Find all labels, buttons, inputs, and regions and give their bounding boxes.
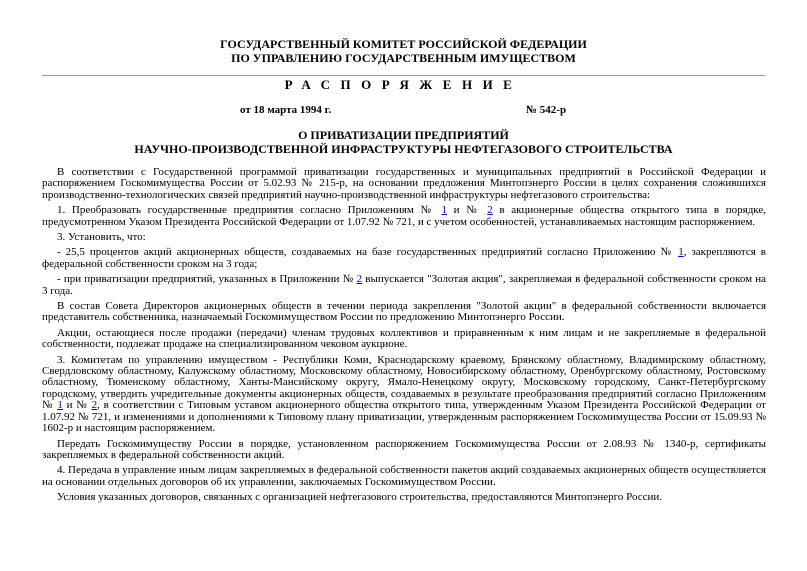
appendix-2-link[interactable]: 2: [356, 273, 363, 286]
paragraph-preamble: В соответствии с Государственной программой приватизации государственных и муниципальных предприятий в Российской Федерации и распоряжением Госкомимущества России от 5.02.93 № 215-р, на основании предложения Минтопэнерго России в целях сохранения сложившихся производственно-технологических связей предприятий научно-производственной инфраструктуры нефтегазового строительства:: [42, 166, 766, 201]
appendix-2-link[interactable]: 2: [487, 204, 493, 217]
authority-line-2: ПО УПРАВЛЕНИЮ ГОСУДАРСТВЕННЫМ ИМУЩЕСТВОМ: [231, 51, 576, 65]
document-type: РАСПОРЯЖЕНИЕ: [284, 77, 523, 92]
paragraph-shares-clause: - 25,5 процентов акций акционерных обществ, создаваемых на базе государственных предприятий согласно Приложению № 1, закрепляются в федеральной собственности сроком на 3 года;: [42, 246, 766, 270]
header-divider: [42, 75, 765, 76]
paragraph-item-1: 1. Преобразовать государственные предприятия согласно Приложениям № 1 и № 2 в акционерные общества открытого типа в порядке, предусмотренном Указом Президента Российской Федерации от 1.07.92 № 721, и с учетом особенностей, устанавливаемых настоящим распоряжением.: [42, 204, 766, 228]
paragraph-golden-share: - при приватизации предприятий, указанных в Приложении № 2 выпускается "Золотая акция", закрепляемая в федеральной собственности сроком на 3 года.: [42, 273, 766, 297]
paragraph-item-4: 4. Передача в управление иным лицам закрепляемых в федеральной собственности пакетов акций создаваемых акционерных обществ осуществляется на основании отдельных договоров об их управлении, заключаемых Госкомимуществом России.: [42, 464, 766, 488]
paragraph-committees: 3. Комитетам по управлению имуществом - Республики Коми, Краснодарскому краевому, Брянскому областному, Владимирскому областному, Свердловскому областному, Калужскому областному, Московскому областному, Новосибирскому областному, Оренбургскому областному, Ростовскому областному, Тюменскому областному, Ханты-Мансийскому округу, Ямало-Ненецкому округу, Московскому городскому, Санкт-Петербургскому городскому, утвердить учредительные документы акционерных обществ, создаваемых в результате преобразования предприятий согласно Приложениям № 1 и № 2, в соответствии с Типовым уставом акционерного общества открытого типа, утвержденным Указом Президента Российской Федерации от 1.07.92 № 721, и изменениями и дополнениями к Типовому плану приватизации, утвержденным распоряжением Госкомимущества России от 15.09.93 № 1602-р и настоящим распоряжением.: [42, 353, 766, 435]
authority-line-1: ГОСУДАРСТВЕННЫЙ КОМИТЕТ РОССИЙСКОЙ ФЕДЕРАЦИИ: [220, 37, 587, 51]
issuing-authority: [0, 37, 807, 65]
document-date: от 18 марта 1994 г.: [240, 104, 332, 116]
title-line-1: О ПРИВАТИЗАЦИИ ПРЕДПРИЯТИЙ: [298, 128, 509, 142]
paragraph-conditions: Условия указанных договоров, связанных с организацией нефтегазового строительства, предоставляются Минтопэнерго России.: [57, 491, 663, 504]
document-title: [0, 128, 807, 156]
appendix-1-link[interactable]: 1: [678, 246, 684, 259]
paragraph-certificates: Передать Госкомимуществу России в порядке, установленном распоряжением Госкомимущества России от 2.08.93 № 1340-р, сертификаты закрепляемых в федеральной собственности акций.: [42, 437, 766, 462]
title-line-2: НАУЧНО-ПРОИЗВОДСТВЕННОЙ ИНФРАСТРУКТУРЫ НЕФТЕГАЗОВОГО СТРОИТЕЛЬСТВА: [134, 142, 673, 156]
paragraph-board: В состав Совета Директоров акционерных обществ в течении периода закрепления "Золотой акции" в федеральной собственности включается представитель собственника, назначаемый Госкомимуществом России по предложению Минтопэнерго России.: [42, 299, 766, 324]
appendix-2-link[interactable]: 2: [91, 399, 98, 412]
appendix-1-link[interactable]: 1: [57, 399, 63, 412]
paragraph-auction: Акции, остающиеся после продажи (передачи) членам трудовых коллективов и приравненным к ним лицам и не закрепляемые в федеральной собственности, подлежат продаже на специализированном чековом аукционе.: [42, 326, 766, 351]
paragraph-item-3: 3. Установить, что:: [57, 231, 146, 244]
document-number: № 542-р: [526, 104, 567, 116]
document-body: [42, 167, 766, 508]
appendix-1-link[interactable]: 1: [441, 204, 448, 217]
